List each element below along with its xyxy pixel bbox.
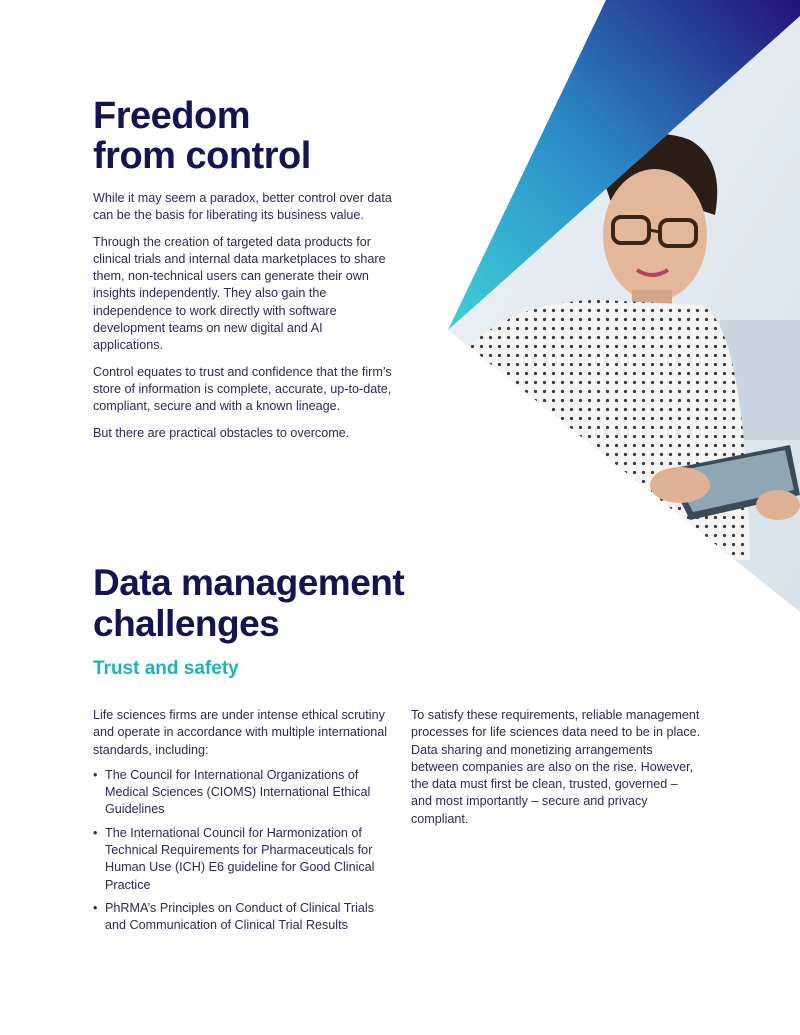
subheading-trust-safety: Trust and safety: [93, 658, 239, 679]
title-line: from control: [93, 135, 311, 177]
right-column: [411, 707, 701, 828]
left-column: [93, 707, 393, 941]
paragraph: Life sciences firms are under intense ethical scrutiny and operate in accordance with multiple international standards, including:: [93, 708, 388, 757]
section-title-challenges: [93, 562, 404, 644]
standards-list: [93, 767, 393, 935]
paragraph: To satisfy these requirements, reliable management processes for life sciences data need to be in place. Data sharing and monetizing arrangements between companies are also on the rise. However, the data must first be clean, trusted, governed – and most importantly – secure and privacy compliant.: [411, 708, 701, 826]
intro-text: [93, 190, 393, 451]
paragraph: But there are practical obstacles to overcome.: [93, 425, 350, 440]
title-line: Data management: [93, 562, 405, 603]
title-line: Freedom: [93, 95, 250, 137]
paragraph: Through the creation of targeted data products for clinical trials and internal data marketplaces to share them, non-technical users can generate their own insights independently. They also gain the independence to work directly with software development teams on new digital and AI applications.: [93, 234, 386, 353]
list-item: • The Council for International Organizations of Medical Sciences (CIOMS) International Ethical Guidelines: [93, 767, 393, 819]
list-item: • PhRMA’s Principles on Conduct of Clinical Trials and Communication of Clinical Trial Results: [93, 900, 393, 935]
title-line: challenges: [93, 603, 280, 644]
paragraph: Control equates to trust and confidence that the firm’s store of information is complete, accurate, up-to-date, compliant, secure and with a known lineage.: [93, 364, 392, 414]
paragraph: While it may seem a paradox, better control over data can be the basis for liberating its business value.: [93, 191, 392, 223]
section-title-freedom: [93, 96, 311, 176]
list-item: • The International Council for Harmonization of Technical Requirements for Pharmaceuticals for Human Use (ICH) E6 guideline for Good Clinical Practice: [93, 825, 393, 894]
